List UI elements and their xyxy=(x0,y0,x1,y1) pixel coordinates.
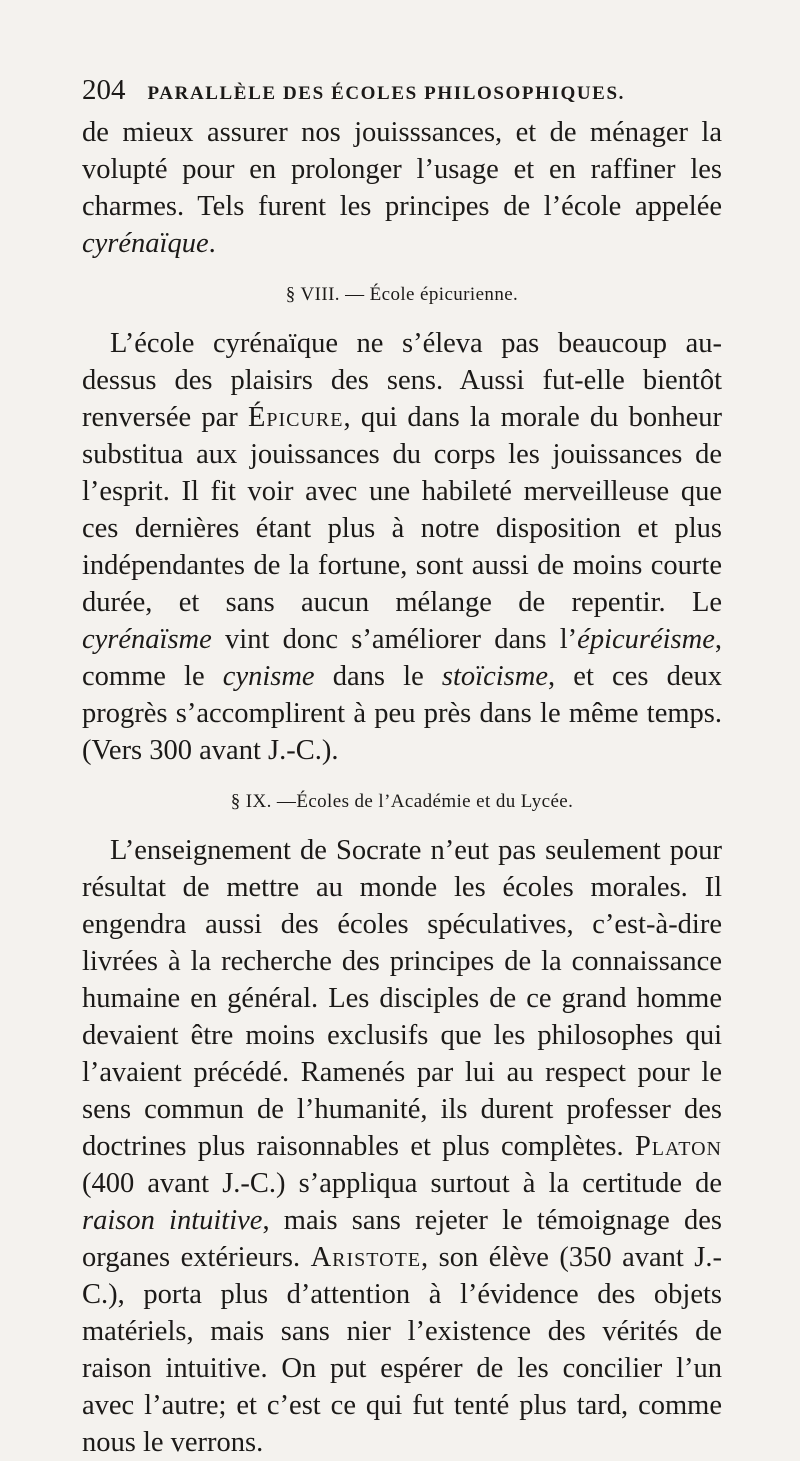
proper-name-platon: Platon xyxy=(634,1131,722,1162)
italic-term: épicuréisme xyxy=(577,624,715,655)
italic-term: cyrénaïque xyxy=(82,228,209,259)
paragraph-academy-lyceum xyxy=(82,832,722,1461)
paragraph-text: , et ces deux progrès s’accomplirent à peu près dans le même temps. (Vers 300 avant J.-C.). xyxy=(82,661,722,766)
paragraph-text: , son élève (350 avant J.-C.), porta plus d’attention à l’évidence des objets matériels, mais sans nier l’existence des vérités de raison intuitive. On put espérer de les concilier l’un avec l’autre; et c’est ce qui fut tenté plus tard, comme nous le verrons. xyxy=(82,1242,722,1458)
italic-term: stoïcisme xyxy=(441,661,548,692)
paragraph-text: . xyxy=(208,228,216,259)
paragraph-text: L’enseignement de Socrate n’eut pas seulement pour résultat de mettre au monde les écoles morales. Il engendra aussi des écoles spéculatives, c’est-à-dire livrées à la recherche des principes de la connaissance humaine en général. Les disciples de ce grand homme devaient être moins exclusifs que les philosophes qui l’avaient précédé. Ramenés par lui au respect pour le sens commun de l’humanité, ils durent professer des doctrines plus raisonnables et plus complètes. xyxy=(82,835,722,1162)
paragraph-text: (400 avant J.-C.) s’appliqua surtout à la certitude de xyxy=(82,1168,722,1199)
paragraph-text: L’école cyrénaïque ne s’éleva pas beaucoup au-dessus des plaisirs des sens. Aussi fut-elle bientôt renversée par xyxy=(82,328,722,433)
paragraph-text: , mais sans rejeter le témoignage des organes extérieurs. xyxy=(82,1205,722,1273)
paragraph-epicurean-school xyxy=(82,325,722,769)
paragraph-text: , comme le xyxy=(82,624,722,692)
paragraph-text: vint donc s’améliorer dans l’ xyxy=(211,624,578,655)
proper-name-epicure: Épicure xyxy=(247,402,344,433)
proper-name-aristote: Aristote xyxy=(310,1242,422,1273)
running-header xyxy=(82,74,722,108)
page-number: 204 xyxy=(82,74,126,106)
italic-term: cynisme xyxy=(222,661,315,692)
running-title: PARALLÈLE DES ÉCOLES PHILOSOPHIQUES. xyxy=(147,83,625,104)
paragraph-text: dans le xyxy=(314,661,442,692)
paragraph-text: , qui dans la morale du bonheur substitua aux jouissances du corps les jouissances de l’esprit. Il fit voir avec une habileté merveilleuse que ces dernières étant plus à notre disposition et plus indépendantes de la fortune, sont aussi de moins courte durée, et sans aucun mélange de repentir. Le xyxy=(82,402,723,618)
section-heading-viii: § VIII. — École épicurienne. xyxy=(285,284,519,305)
body-text xyxy=(82,114,722,1461)
section-heading-ix: § IX. —Écoles de l’Académie et du Lycée. xyxy=(230,791,574,812)
italic-term: raison intuitive xyxy=(82,1205,263,1236)
paragraph-continuation xyxy=(82,114,722,262)
paragraph-text: de mieux assurer nos jouisssances, et de ménager la volupté pour en prolonger l’usage et en raffiner les charmes. Tels furent les principes de l’école appelée xyxy=(82,117,722,222)
italic-term: cyrénaïsme xyxy=(82,624,212,655)
